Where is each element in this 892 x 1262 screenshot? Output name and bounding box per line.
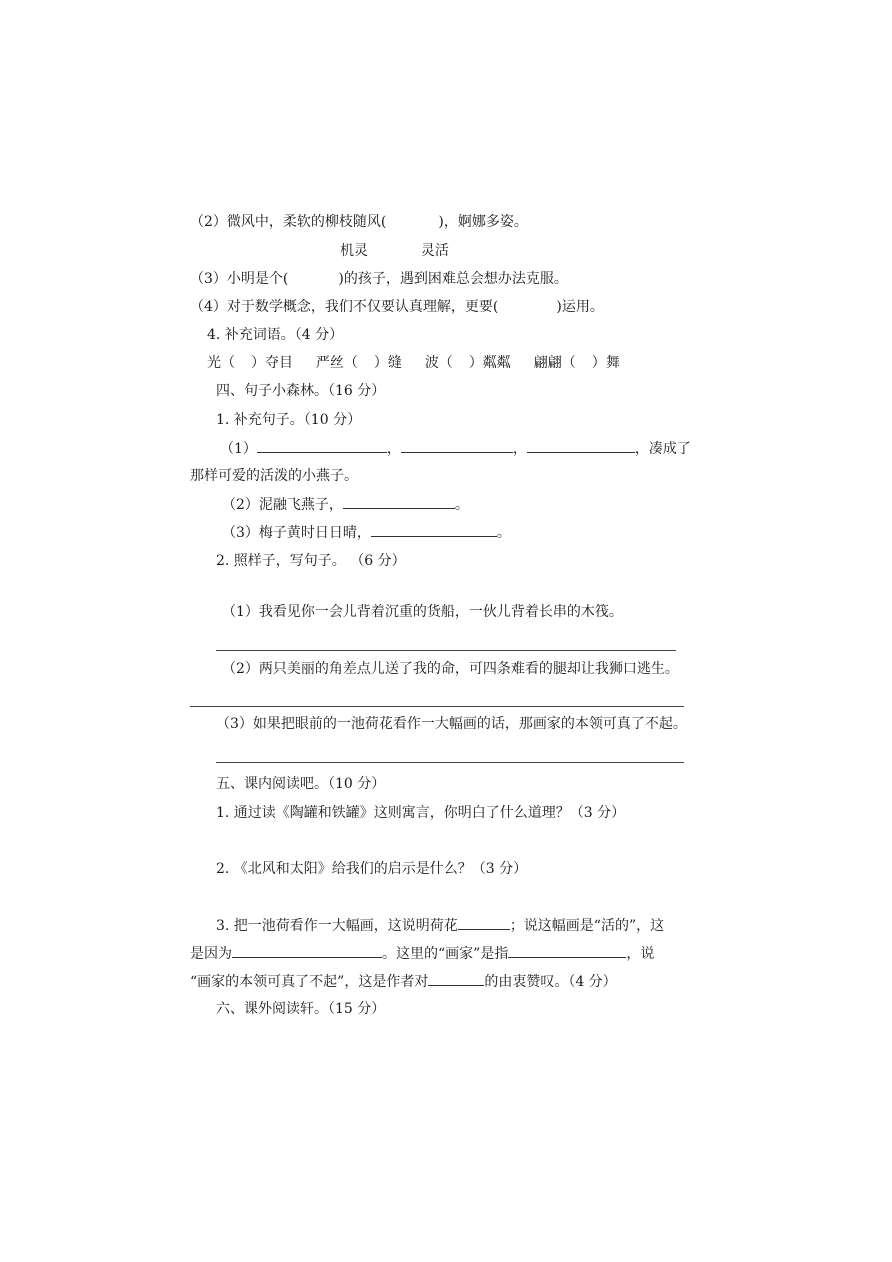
reading-question-3: 3. 把一池荷看作一大幅画，这说明荷花 ；说这幅画是“活的”，这 xyxy=(216,915,664,936)
answer-line[interactable] xyxy=(232,943,382,958)
word-choices xyxy=(340,241,449,261)
idiom-item: 严丝（ ）缝 xyxy=(315,355,402,371)
answer-line[interactable] xyxy=(428,971,484,986)
answer-line[interactable] xyxy=(401,438,513,453)
idiom-item: 波（ ）粼粼 xyxy=(424,355,511,371)
sentence-1-cont: 那样可爱的活泼的小燕子。 xyxy=(190,468,358,484)
answer-line[interactable] xyxy=(343,494,455,509)
idiom-item: 翩翩（ ）舞 xyxy=(533,355,620,371)
section-title: 六、课外阅读轩。（15 分） xyxy=(216,1001,386,1017)
task-heading: 2. 照样子，写句子。 （6 分） xyxy=(216,553,406,569)
task-heading: 1. 补充句子。（10 分） xyxy=(216,412,362,428)
reading-question-3-cont: 是因为 。这里的“画家”是指 ，说 xyxy=(190,943,654,964)
question-3-4: （4）对于数学概念，我们不仅要认真理解，更要( )运用。 xyxy=(190,299,604,315)
question-3-3: （3）小明是个( )的孩子，遇到困难总会想办法克服。 xyxy=(190,271,568,287)
choice-2: 灵活 xyxy=(420,243,449,259)
answer-line[interactable] xyxy=(216,762,684,763)
question-3-2: （2）微风中，柔软的柳枝随风( )，婀娜多姿。 xyxy=(190,214,528,230)
choice-1: 机灵 xyxy=(340,243,368,259)
answer-line[interactable] xyxy=(527,438,635,453)
idiom-row xyxy=(207,353,620,373)
answer-line[interactable] xyxy=(190,706,684,707)
sentence-2: （2）泥融飞燕子， 。 xyxy=(222,494,469,515)
reading-question-3-cont: “画家的本领可真了不起”，这是作者对 的由衷赞叹。（4 分） xyxy=(190,971,617,992)
example-1: （1）我看见你一会儿背着沉重的货船，一伙儿背着长串的木筏。 xyxy=(222,604,623,620)
reading-question-1: 1. 通过读《陶罐和铁罐》这则寓言，你明白了什么道理？（3 分） xyxy=(216,805,626,821)
answer-line[interactable] xyxy=(458,915,510,930)
answer-line[interactable] xyxy=(216,650,676,651)
example-2: （2）两只美丽的角差点儿送了我的命，可四条难看的腿却让我狮口逃生。 xyxy=(222,661,679,677)
section-title: 五、课内阅读吧。（10 分） xyxy=(216,776,386,792)
sentence-3: （3）梅子黄时日日晴， 。 xyxy=(222,522,511,543)
idiom-item: 光（ ）夺目 xyxy=(207,355,293,371)
section-title: 四、句子小森林。（16 分） xyxy=(216,383,386,399)
task-heading: 4. 补充词语。（4 分） xyxy=(207,327,344,343)
answer-line[interactable] xyxy=(257,438,387,453)
answer-line[interactable] xyxy=(371,522,497,537)
example-3: （3）如果把眼前的一池荷花看作一大幅画的话，那画家的本领可真了不起。 xyxy=(216,716,687,732)
reading-question-2: 2. 《北风和太阳》给我们的启示是什么？（3 分） xyxy=(216,861,528,877)
sentence-1: （1） ， ， ，凑成了 xyxy=(220,438,691,459)
answer-line[interactable] xyxy=(508,943,626,958)
